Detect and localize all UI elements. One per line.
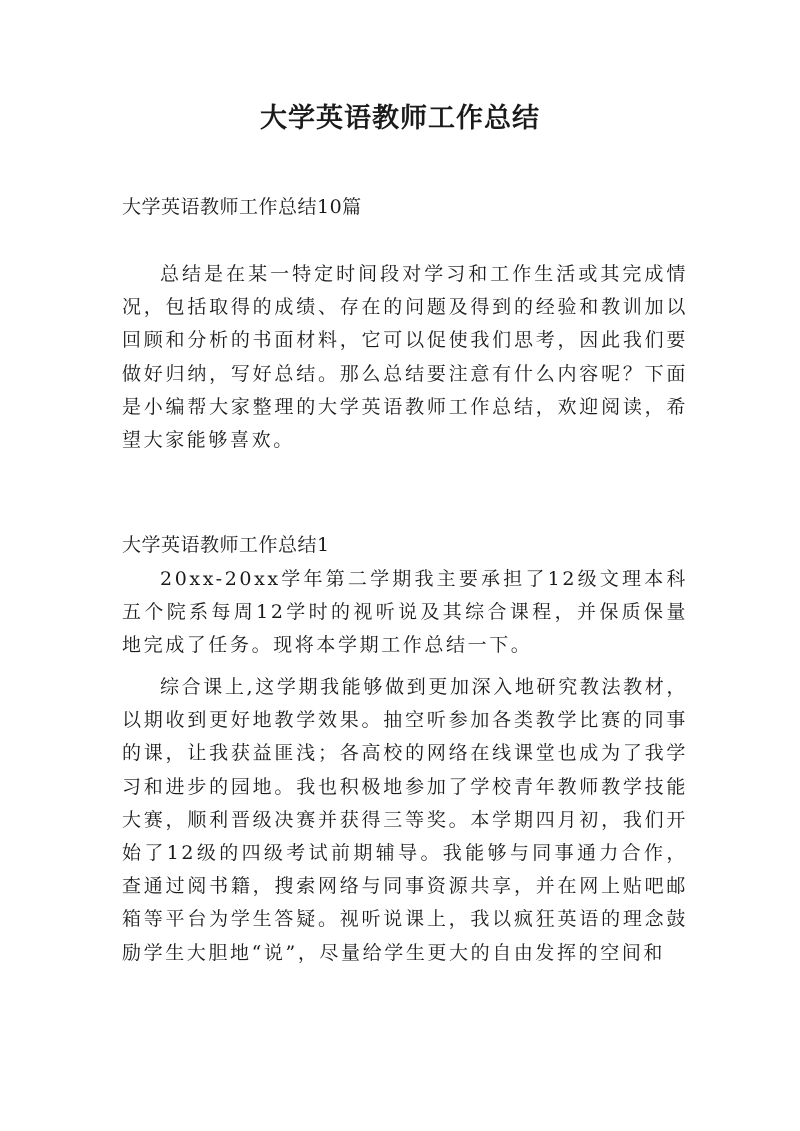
section-heading: 大学英语教师工作总结1 <box>122 534 330 556</box>
document-title: 大学英语教师工作总结 <box>260 103 540 134</box>
intro-paragraph: 总结是在某一特定时间段对学习和工作生活或其完成情况，包括取得的成绩、存在的问题及得到的经验和教训加以回顾和分析的书面材料，它可以促使我们思考，因此我们要做好归纳，写好总结。那么总结要注意有什么内容呢？下面是小编帮大家整理的大学英语教师工作总结，欢迎阅读，希望大家能够喜欢。 <box>122 263 688 452</box>
body-paragraph: 20xx-20xx学年第二学期我主要承担了12级文理本科五个院系每周12学时的视听说及其综合课程，并保质保量地完成了任务。现将本学期工作总结一下。 <box>122 568 688 657</box>
document-subtitle: 大学英语教师工作总结10篇 <box>122 196 362 218</box>
body-paragraph: 综合课上,这学期我能够做到更加深入地研究教法教材，以期收到更好地教学效果。抽空听参加各类教学比赛的同事的课，让我获益匪浅；各高校的网络在线课堂也成为了我学习和进步的园地。我也积极地参加了学校青年教师教学技能大赛，顺利晋级决赛并获得三等奖。本学期四月初，我们开始了12级的四级考试前期辅导。我能够与同事通力合作，查通过阅书籍，搜索网络与同事资源共享，并在网上贴吧邮箱等平台为学生答疑。视听说课上，我以疯狂英语的理念鼓励学生大胆地“说”，尽量给学生更大的自由发挥的空间和 <box>122 676 688 964</box>
